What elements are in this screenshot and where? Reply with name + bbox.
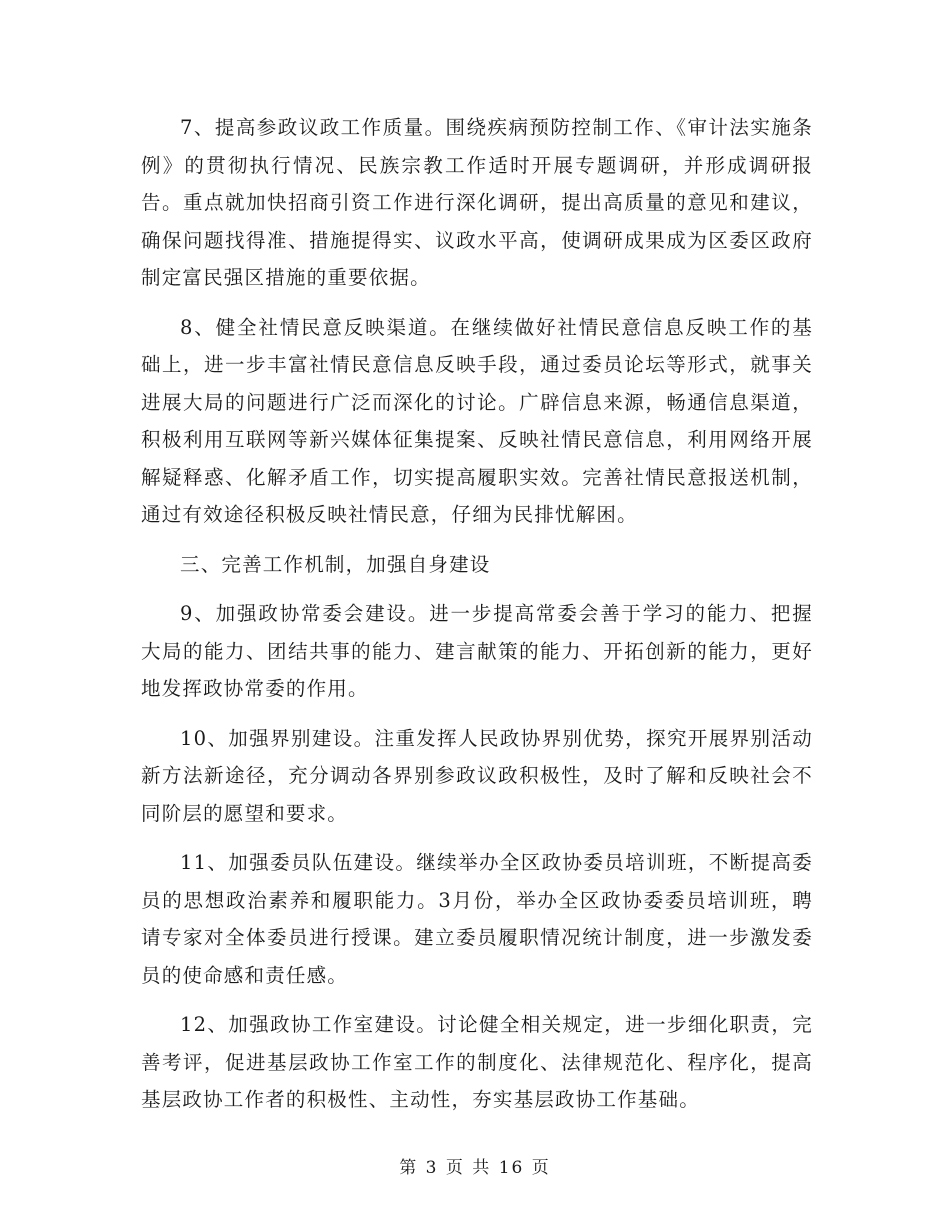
paragraph-item-11: 11、加强委员队伍建设。继续举办全区政协委员培训班，不断提高委员的思想政治素养和履职能力。3月份，举办全区政协委委员培训班，聘请专家对全体委员进行授课。建立委员履职情况统计制度，进一步激发委员的使命感和责任感。 [141, 851, 813, 987]
section-heading-3: 三、完善工作机制，加强自身建设 [180, 552, 491, 576]
page-number-footer: 第 3 页 共 16 页 [399, 1158, 551, 1178]
paragraph-item-12: 12、加强政协工作室建设。讨论健全相关规定，进一步细化职责，完善考评，促进基层政协工作室工作的制度化、法律规范化、程序化，提高基层政协工作者的积极性、主动性，夯实基层政协工作基础。 [141, 1013, 813, 1111]
paragraph-item-9: 9、加强政协常委会建设。进一步提高常委会善于学习的能力、把握大局的能力、团结共事的能力、建言献策的能力、开拓创新的能力，更好地发挥政协常委的作用。 [141, 602, 813, 700]
paragraph-item-8: 8、健全社情民意反映渠道。在继续做好社情民意信息反映工作的基础上，进一步丰富社情民意信息反映手段，通过委员论坛等形式，就事关进展大局的问题进行广泛而深化的讨论。广辟信息来源，畅通信息渠道，积极利用互联网等新兴媒体征集提案、反映社情民意信息，利用网络开展解疑释惑、化解矛盾工作，切实提高履职实效。完善社情民意报送机制，通过有效途径积极反映社情民意，仔细为民排忧解困。 [141, 315, 813, 526]
paragraph-item-7: 7、提高参政议政工作质量。围绕疾病预防控制工作、《审计法实施条例》的贯彻执行情况、民族宗教工作适时开展专题调研，并形成调研报告。重点就加快招商引资工作进行深化调研，提出高质量的意见和建议，确保问题找得准、措施提得实、议政水平高，使调研成果成为区委区政府制定富民强区措施的重要依据。 [141, 116, 813, 289]
document-body [141, 109, 813, 1131]
paragraph-item-10: 10、加强界别建设。注重发挥人民政协界别优势，探究开展界别活动新方法新途径，充分调动各界别参政议政积极性，及时了解和反映社会不同阶层的愿望和要求。 [141, 726, 813, 825]
